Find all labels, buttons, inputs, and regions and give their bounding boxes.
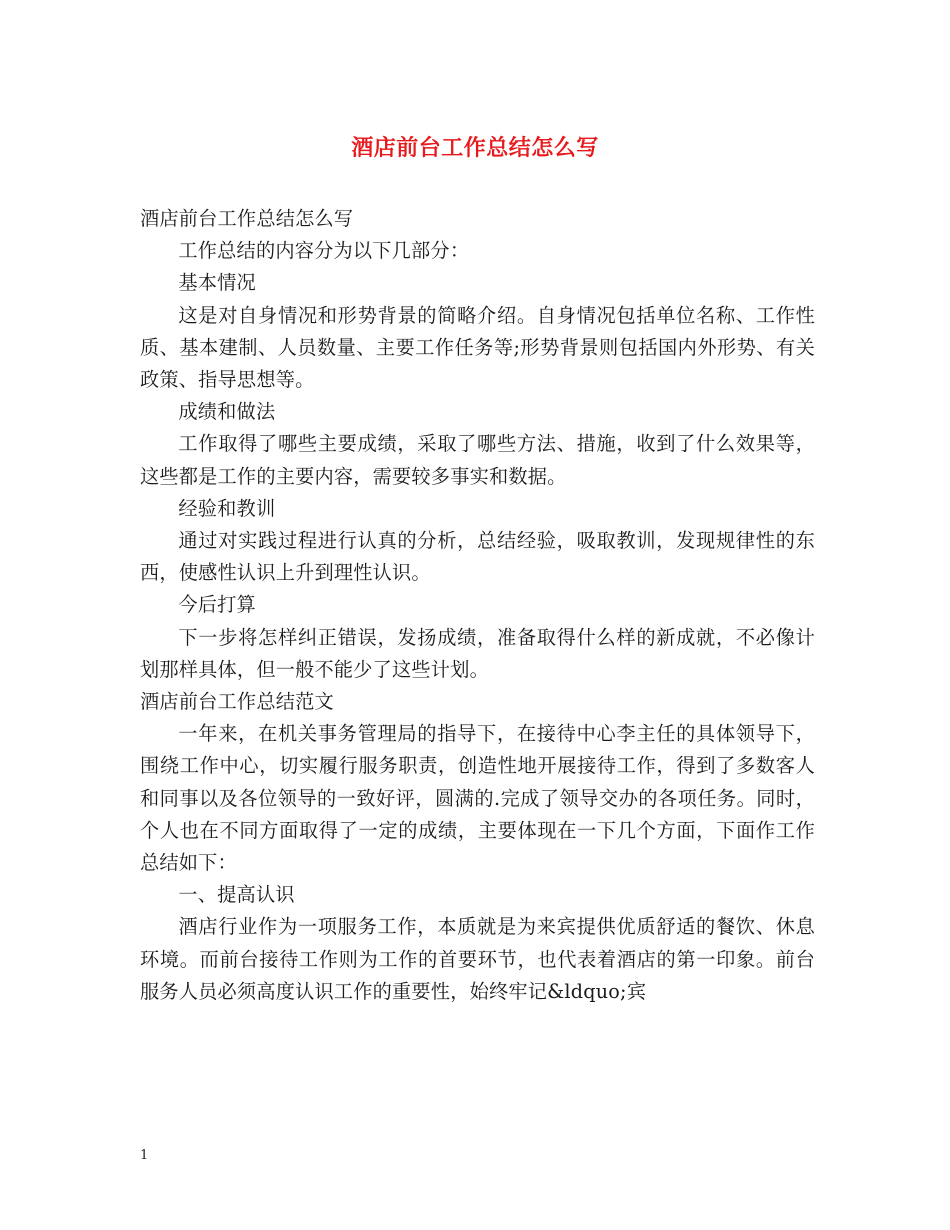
paragraph-11: 酒店前台工作总结范文 [140,690,334,714]
paragraph-1: 酒店前台工作总结怎么写 [140,207,354,230]
section-heading-experience: 经验和教训 [178,496,276,520]
paragraph-14: 酒店行业作为一项服务工作，本质就是为来宾提供优质舒适的餐饮、休息环境。而前台接待工作则为工作的首要环节，也代表着酒店的第一印象。前台服务人员必须高度认识工作的重要性，始终牢记&ldquo;宾 [140,915,815,1003]
section-heading-raise-awareness: 一、提高认识 [178,883,295,907]
paragraph-10: 下一步将怎样纠正错误，发扬成绩，准备取得什么样的新成就，不必像计划那样具体，但一般不能少了这些计划。 [140,625,815,681]
document-title: 酒店前台工作总结怎么写 [351,135,599,161]
section-heading-plans: 今后打算 [178,593,256,617]
paragraph-4: 这是对自身情况和形势背景的简略介绍。自身情况包括单位名称、工作性质、基本建制、人员数量、主要工作任务等;形势背景则包括国内外形势、有关政策、指导思想等。 [140,303,815,392]
paragraph-12: 一年来，在机关事务管理局的指导下，在接待中心李主任的具体领导下，围绕工作中心，切实履行服务职责，创造性地开展接待工作，得到了多数客人和同事以及各位领导的一致好评，圆满的.完成了领导交办的各项任务。同时，个人也在不同方面取得了一定的成绩，主要体现在一下几个方面，下面作工作总结如下： [140,722,815,875]
paragraph-6: 工作取得了哪些主要成绩，采取了哪些方法、措施，收到了什么效果等，这些都是工作的主要内容，需要较多事实和数据。 [140,432,815,488]
paragraph-2: 工作总结的内容分为以下几部分： [178,239,470,263]
page-number: 1 [140,1148,149,1163]
section-heading-basic-situation: 基本情况 [178,271,256,295]
document-body [140,203,815,1008]
section-heading-achievements: 成绩和做法 [178,400,276,424]
paragraph-8: 通过对实践过程进行认真的分析，总结经验，吸取教训，发现规律性的东西，使感性认识上升到理性认识。 [140,529,815,585]
